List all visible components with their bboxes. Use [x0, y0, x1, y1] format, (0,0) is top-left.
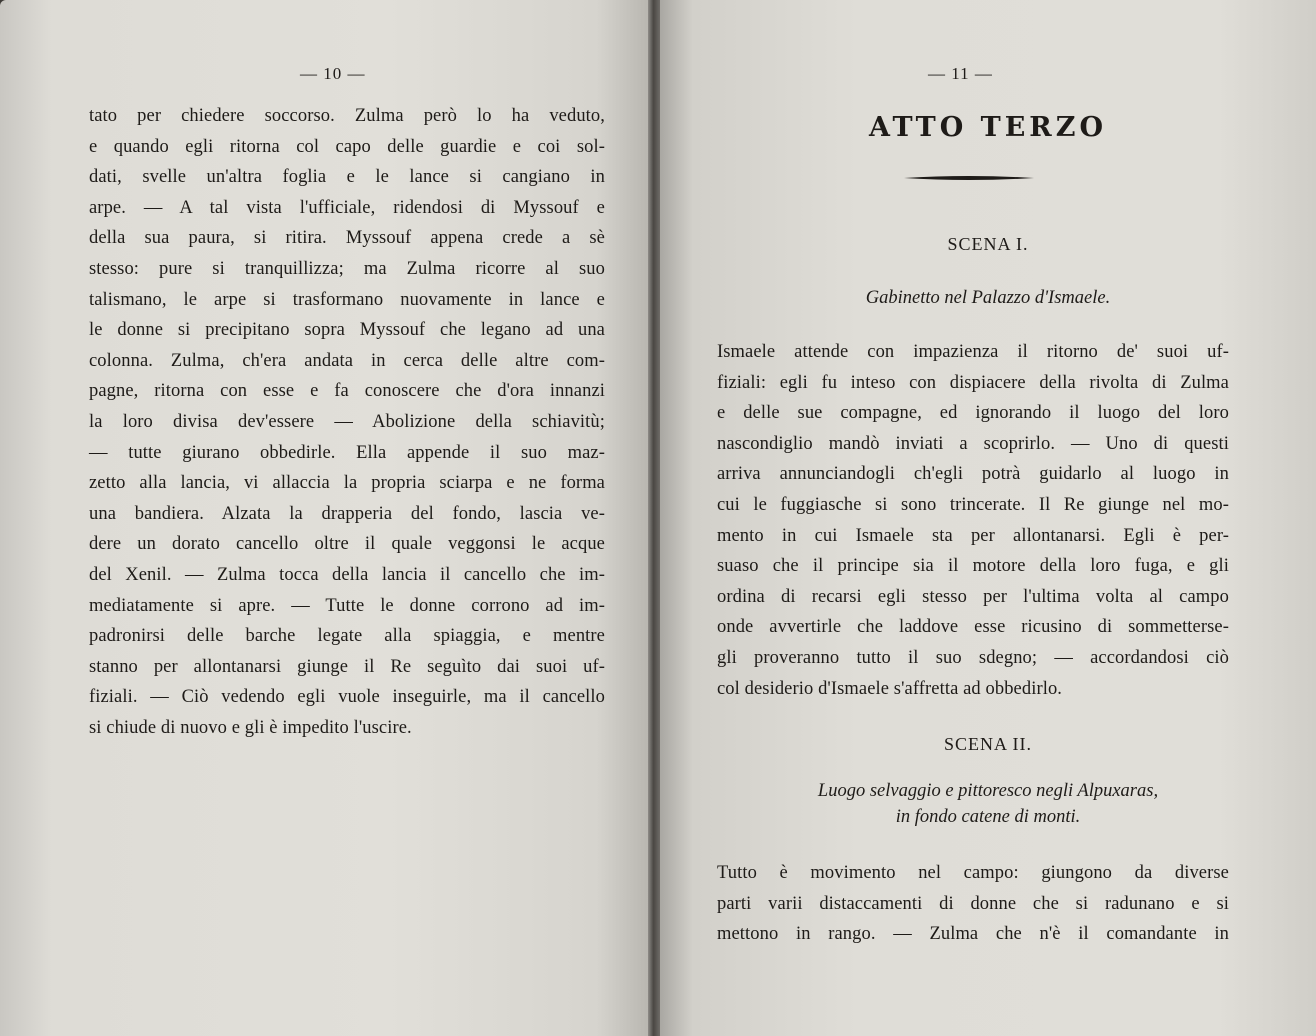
text-line: colonna. Zulma, ch'era andata in cerca delle altre com- [89, 350, 605, 371]
text-line: stesso: pure si tranquillizza; ma Zulma ricorre al suo [89, 258, 605, 279]
text-line: arriva annunciandogli ch'egli potrà guidarlo al luogo in [717, 464, 1229, 485]
act-title: ATTO TERZO [869, 112, 1107, 143]
text-line: arpe. — A tal vista l'ufficiale, ridendosi di Myssouf e [89, 197, 605, 218]
text-line: si chiude di nuovo e gli è impedito l'uscire. [89, 717, 412, 738]
text-line: dati, svelle un'altra foglia e le lance si cangiano in [89, 167, 605, 188]
text-line: le donne si precipitano sopra Myssouf che legano ad una [89, 320, 605, 341]
text-line: nascondiglio mandò inviati a scoprirlo. — Uno di questi [717, 433, 1229, 454]
text-line: talismano, le arpe si trasformano nuovamente in lance e [89, 289, 605, 310]
text-line: suaso che il principe sia il motore della loro fuga, e gli [717, 556, 1229, 577]
text-line: e quando egli ritorna col capo delle guardie e coi sol- [89, 136, 605, 157]
ornamental-rule [904, 174, 1034, 182]
text-line: e delle sue compagne, ed ignorando il luogo del loro [717, 403, 1229, 424]
scene-2-text [717, 858, 1229, 950]
scene-1-text [717, 337, 1229, 704]
text-line: mediatamente si apre. — Tutte le donne corrono ad im- [89, 595, 605, 616]
text-line: della sua paura, si ritira. Myssouf appena crede a sè [89, 228, 605, 249]
page-number-left: — 10 — [300, 64, 366, 83]
text-line: pagne, ritorna con esse e fa conoscere che d'ora innanzi [89, 381, 605, 402]
text-line: fiziali: egli fu inteso con dispiacere della rivolta di Zulma [717, 372, 1229, 393]
scene-2-setting-line-1: Luogo selvaggio e pittoresco negli Alpuxaras, [817, 781, 1159, 801]
scene-1-setting: Gabinetto nel Palazzo d'Ismaele. [865, 288, 1111, 308]
text-line: Ismaele attende con impazienza il ritorno de' suoi uf- [717, 342, 1229, 362]
text-line: parti varii distaccamenti di donne che si radunano e si [717, 893, 1229, 914]
text-line: dere un dorato cancello oltre il quale veggonsi le acque [89, 534, 605, 555]
text-line: padronirsi delle barche legate alla spiaggia, e mentre [89, 626, 605, 647]
book-gutter [648, 0, 660, 1036]
text-line: mettono in rango. — Zulma che n'è il comandante in [717, 924, 1229, 945]
scene-1-heading: SCENA I. [947, 234, 1029, 254]
scene-2-setting [660, 778, 1316, 830]
text-line: cui le fuggiasche si sono trincerate. Il Re giunge nel mo- [717, 494, 1229, 515]
text-line: fiziali. — Ciò vedendo egli vuole inseguirle, ma il cancello [89, 687, 605, 708]
text-line: col desiderio d'Ismaele s'affretta ad obbedirlo. [717, 678, 1063, 699]
scene-2-heading: SCENA II. [943, 734, 1032, 754]
text-line: — tutte giurano obbedirle. Ella appende il suo maz- [89, 442, 605, 463]
text-line: la loro divisa dev'essere — Abolizione della schiavitù; [89, 411, 605, 432]
left-page [0, 0, 648, 1036]
text-line: ordina di recarsi egli stesso per l'ultima volta al campo [717, 586, 1229, 607]
text-line: mento in cui Ismaele sta per allontanarsi. Egli è per- [717, 525, 1229, 546]
scene-2-setting-line-2: in fondo catene di monti. [895, 807, 1081, 827]
text-line: una bandiera. Alzata la drapperia del fondo, lascia ve- [89, 503, 605, 524]
text-line: onde avvertirle che laddove esse ricusino di sommetterse- [717, 617, 1229, 638]
text-line: stanno per allontanarsi giunge il Re seguìto dai suoi uf- [89, 656, 605, 677]
page-number-right: — 11 — [928, 64, 993, 83]
left-page-text [89, 101, 605, 743]
text-line: Tutto è movimento nel campo: giungono da diverse [717, 863, 1229, 883]
text-line: del Xenil. — Zulma tocca della lancia il cancello che im- [89, 564, 605, 585]
text-line: gli proveranno tutto il suo sdegno; — accordandosi ciò [717, 647, 1229, 668]
text-line: tato per chiedere soccorso. Zulma però lo ha veduto, [89, 106, 605, 126]
text-line: zetto alla lancia, vi allaccia la propria sciarpa e ne forma [89, 473, 605, 494]
